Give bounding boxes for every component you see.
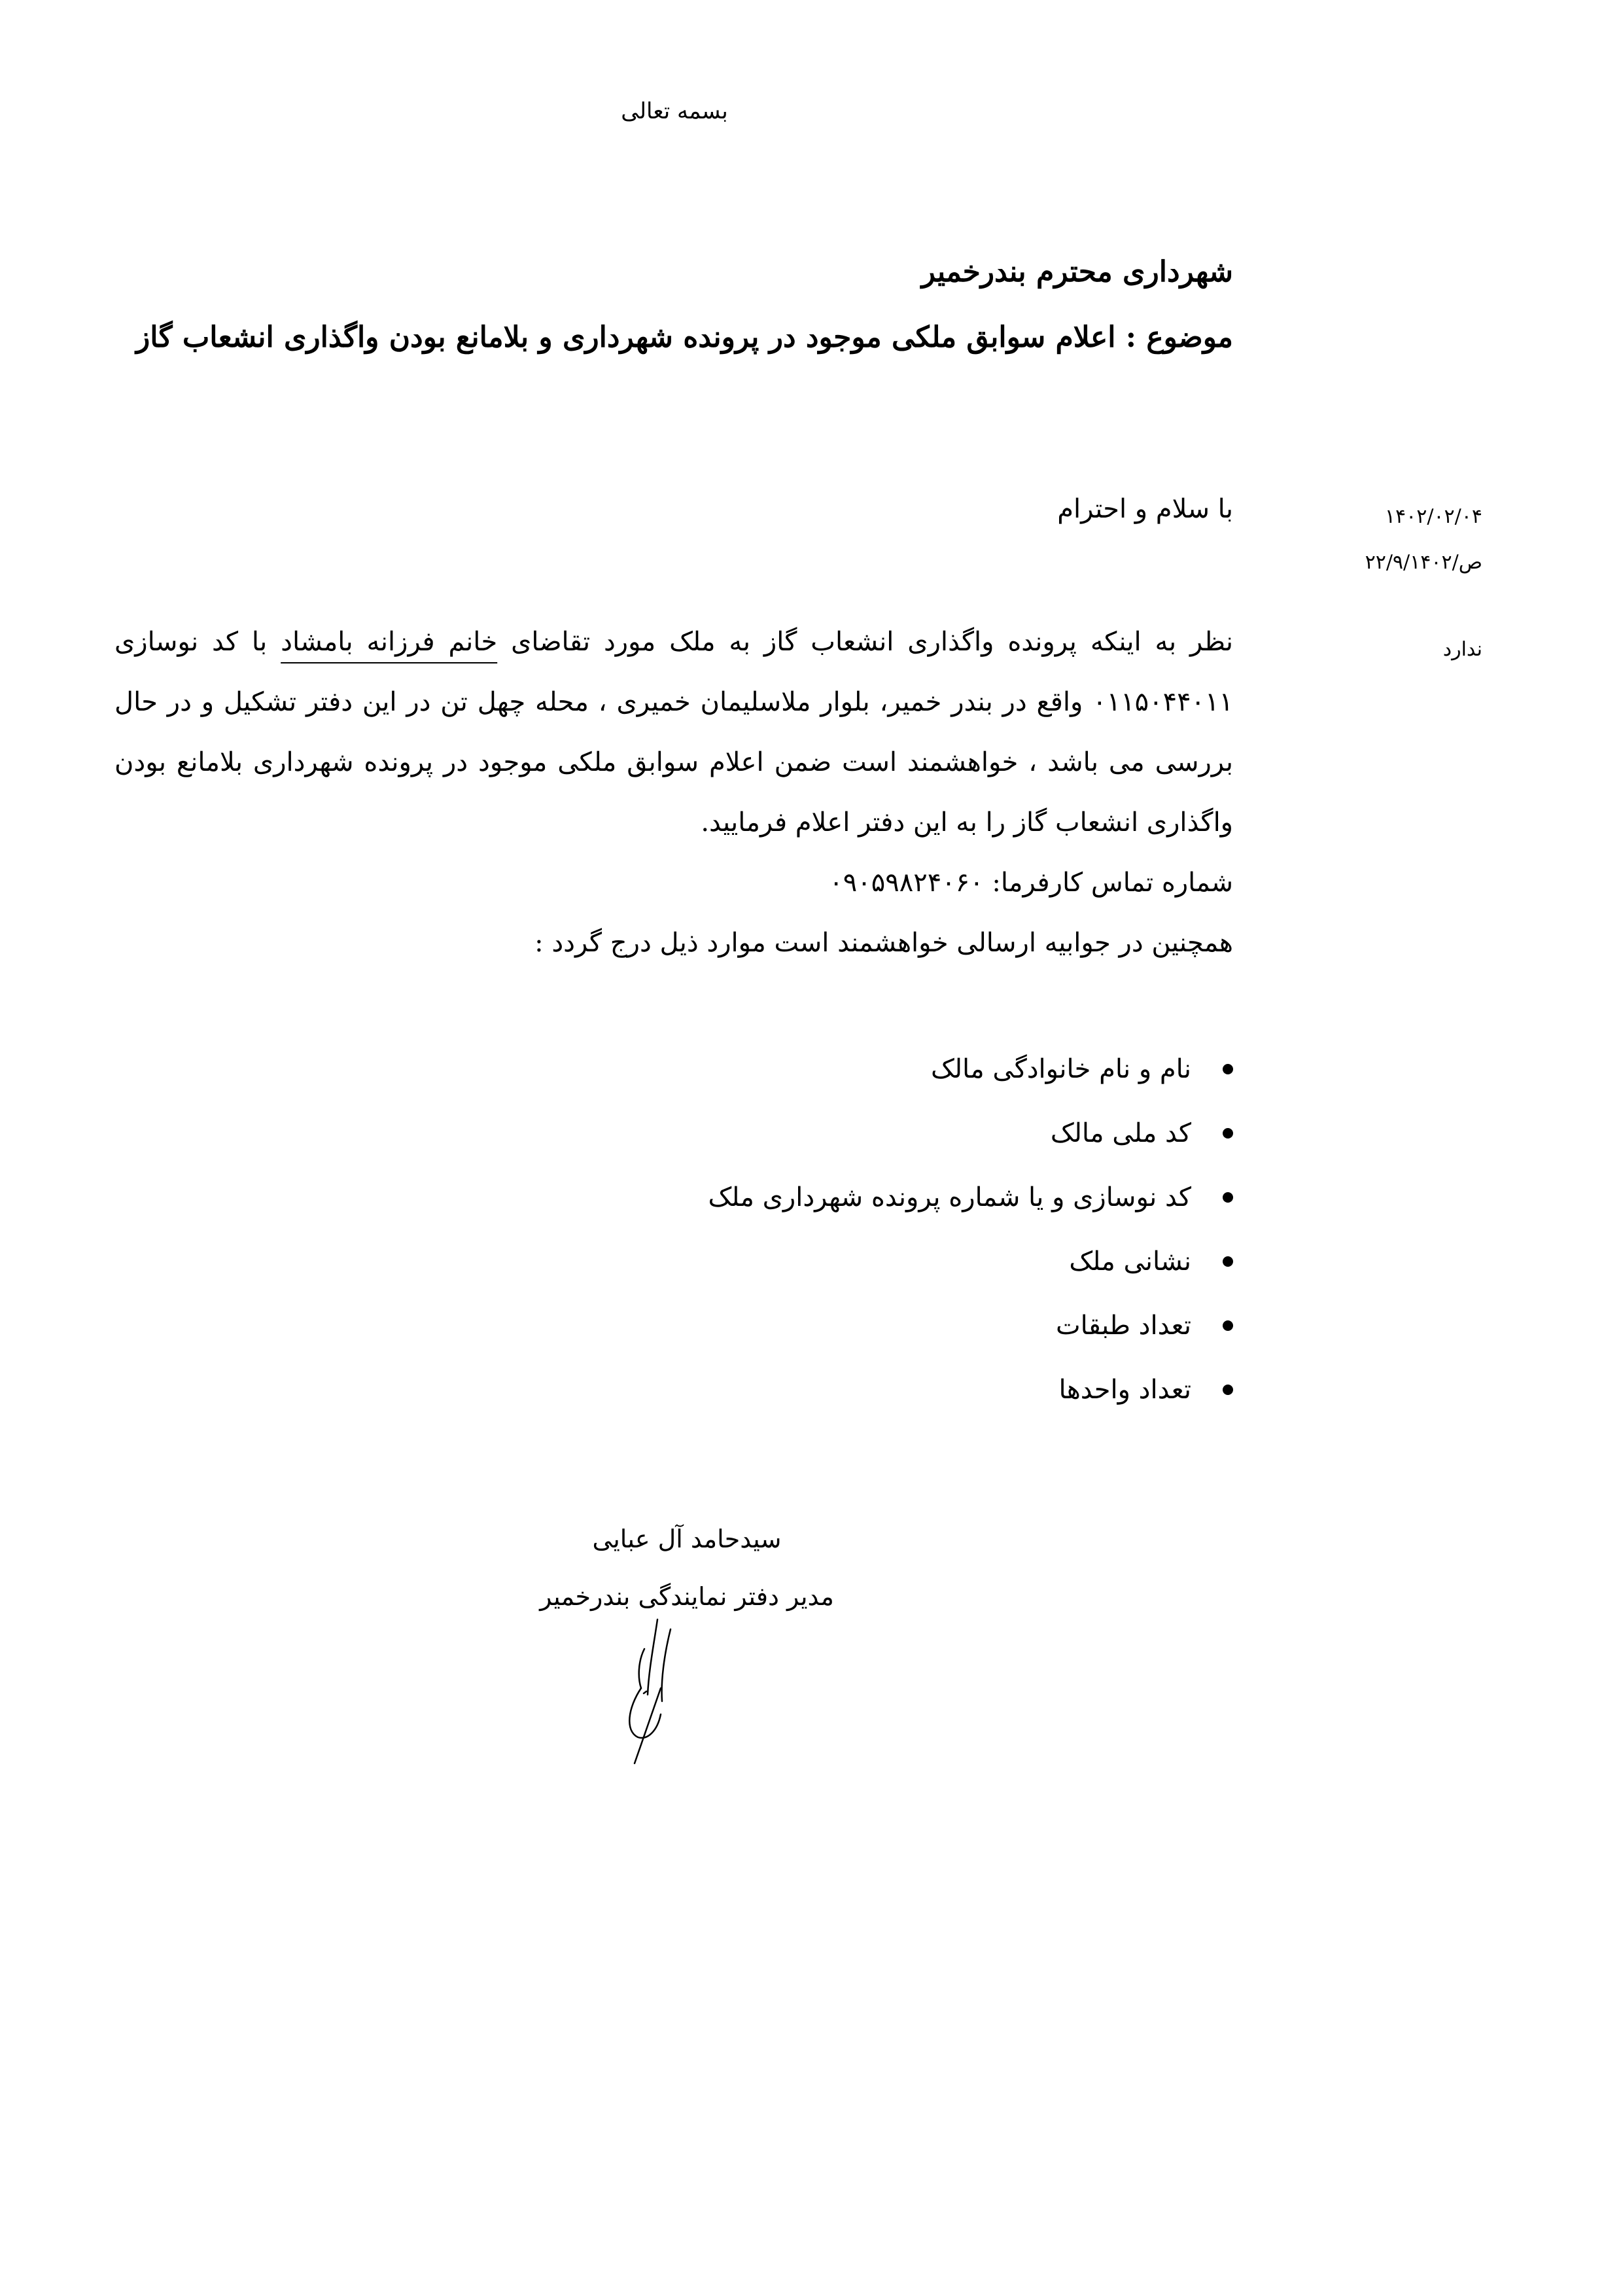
bullet-icon [1223, 1128, 1233, 1139]
invocation-text: بسمه تعالی [621, 98, 728, 124]
bullet-icon [1223, 1064, 1233, 1074]
letter-body [114, 612, 1233, 973]
list-item: نام و نام خانوادگی مالک [448, 1037, 1233, 1101]
letter-number: ص/۲۲/۹/۱۴۰۲ [1365, 551, 1482, 574]
signer-title: مدیر دفتر نمایندگی بندرخمیر [540, 1582, 834, 1611]
body-details: با کد نوسازی ۰۱۱۵۰۴۴۰۱۱ واقع در بندر خمیر، بلوار ملاسلیمان خمیری ، محله چهل تن در این دفتر تشکیل و در حال بررسی می باشد ، خواهشمند است ضمن اعلام سوابق ملکی موجود در پرونده شهرداری بلامانع بودن واگذاری انشعاب گاز را به این دفتر اعلام فرمایید. [114, 627, 1234, 838]
letter-attachment: ندارد [1442, 638, 1482, 661]
list-item: نشانی ملک [448, 1229, 1233, 1294]
body-intro: نظر به اینکه پرونده واگذاری انشعاب گاز به ملک مورد تقاضای [511, 627, 1234, 657]
greeting: با سلام و احترام [1057, 494, 1233, 524]
list-item: تعداد واحدها [448, 1358, 1233, 1422]
required-items-list [448, 1037, 1233, 1422]
contact-number: شماره تماس کارفرما: ۰۹۰۵۹۸۲۴۰۶۰ [829, 868, 1233, 898]
bullet-icon [1223, 1256, 1233, 1267]
invocation-header [0, 98, 1355, 124]
bullet-icon [1223, 1192, 1233, 1203]
letter-date: ۱۴۰۲/۰۲/۰۴ [1384, 505, 1482, 528]
list-item: کد نوسازی و یا شماره پرونده شهرداری ملک [448, 1165, 1233, 1229]
signature-icon [608, 1616, 713, 1767]
list-item: تعداد طبقات [448, 1294, 1233, 1358]
bullet-icon [1223, 1385, 1233, 1395]
signer-name: سیدحامد آل عبایی [592, 1525, 782, 1553]
subject-line: موضوع : اعلام سوابق ملکی موجود در پرونده شهرداری و بلامانع بودن واگذاری انشعاب گاز [135, 321, 1233, 354]
applicant-name: خانم فرزانه بامشاد [281, 627, 498, 657]
list-item: کد ملی مالک [448, 1101, 1233, 1165]
addressee: شهرداری محترم بندرخمیر [921, 255, 1233, 289]
bullet-icon [1223, 1320, 1233, 1331]
request-line: همچنین در جوابیه ارسالی خواهشمند است موارد ذیل درج گردد : [534, 928, 1233, 958]
